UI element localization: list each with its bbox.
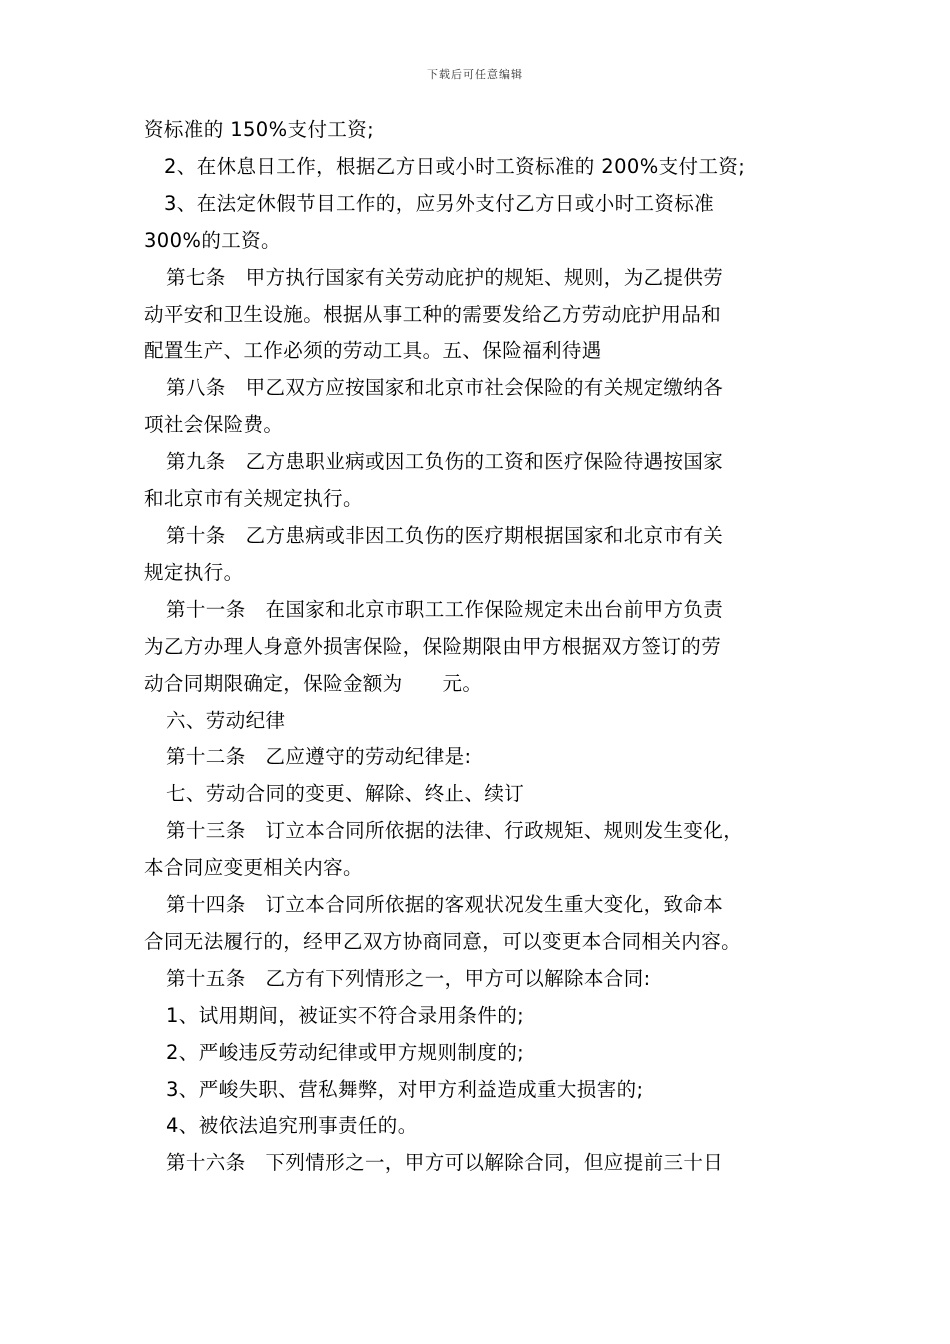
text-line: 和北京市有关规定执行。 (144, 487, 363, 511)
page-header: 下载后可任意编辑 (427, 68, 523, 81)
text-line: 第十二条 乙应遵守的劳动纪律是: (166, 745, 472, 769)
list-item: 1、试用期间，被证实不符合录用条件的; (166, 1003, 525, 1027)
text-line: 本合同应变更相关内容。 (144, 856, 363, 880)
text-line: 第八条 甲乙双方应按国家和北京市社会保险的有关规定缴纳各 (166, 376, 724, 400)
list-item: 4、被依法追究刑事责任的。 (166, 1114, 418, 1138)
text-line: 为乙方办理人身意外损害保险，保险期限由甲方根据双方签订的劳 (144, 634, 722, 658)
text-line: 第十四条 订立本合同所依据的客观状况发生重大变化，致命本 (166, 893, 724, 917)
text-line: 项社会保险费。 (144, 413, 284, 437)
text-line: 合同无法履行的，经甲乙双方协商同意，可以变更本合同相关内容。 (144, 929, 742, 953)
text-line: 2、在休息日工作，根据乙方日或小时工资标准的 200%支付工资; (164, 154, 746, 178)
list-item: 2、严峻违反劳动纪律或甲方规则制度的; (166, 1040, 525, 1064)
list-item: 3、严峻失职、营私舞弊，对甲方利益造成重大损害的; (166, 1077, 644, 1101)
text-line: 第十六条 下列情形之一，甲方可以解除合同，但应提前三十日 (166, 1151, 724, 1175)
text-line: 配置生产、工作必须的劳动工具。五、保险福利待遇 (144, 339, 602, 363)
text-line: 第九条 乙方患职业病或因工负伤的工资和医疗保险待遇按国家 (166, 450, 724, 474)
document-body (144, 112, 834, 1182)
text-line: 规定执行。 (144, 560, 244, 584)
section-heading: 六、劳动纪律 (166, 708, 286, 732)
text-line: 第十三条 订立本合同所依据的法律、行政规矩、规则发生变化， (166, 819, 744, 843)
text-line: 动合同期限确定，保险金额为 元。 (144, 671, 483, 695)
text-line: 动平安和卫生设施。根据从事工种的需要发给乙方劳动庇护用品和 (144, 302, 722, 326)
text-line: 第十五条 乙方有下列情形之一，甲方可以解除本合同: (166, 966, 651, 990)
text-line: 300%的工资。 (144, 228, 281, 252)
text-line: 第十条 乙方患病或非因工负伤的医疗期根据国家和北京市有关 (166, 523, 724, 547)
text-line: 资标准的 150%支付工资; (144, 118, 375, 141)
text-line: 3、在法定休假节目工作的，应另外支付乙方日或小时工资标准 (164, 191, 715, 215)
text-line: 第十一条 在国家和北京市职工工作保险规定未出台前甲方负责 (166, 597, 724, 621)
text-line: 第七条 甲方执行国家有关劳动庇护的规矩、规则，为乙提供劳 (166, 265, 724, 289)
section-heading: 七、劳动合同的变更、解除、终止、续订 (166, 782, 525, 806)
